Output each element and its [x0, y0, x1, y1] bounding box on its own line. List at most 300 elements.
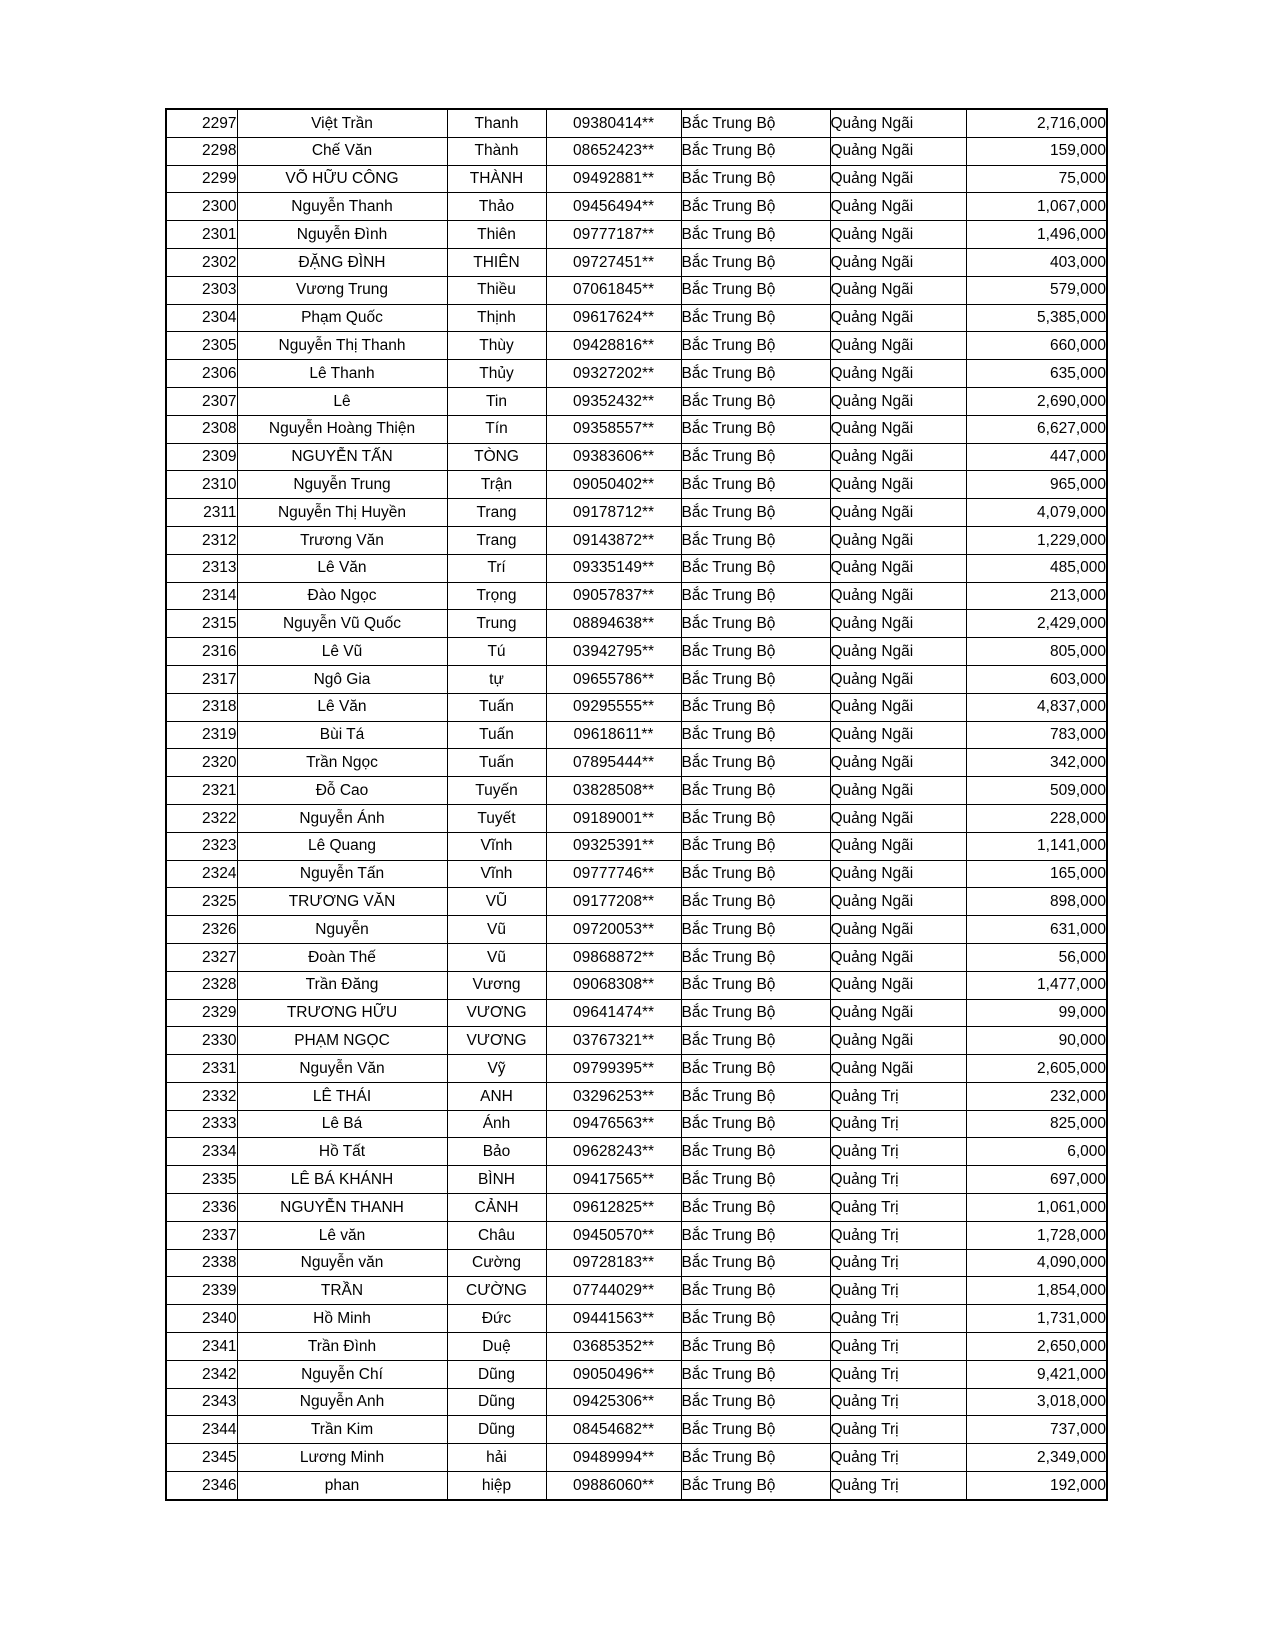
- cell-region: Bắc Trung Bộ: [681, 777, 830, 805]
- cell-province: Quảng Ngãi: [830, 193, 966, 221]
- cell-surname: Lê Bá: [237, 1110, 447, 1138]
- table-row: [166, 304, 1107, 332]
- cell-province: Quảng Ngãi: [830, 471, 966, 499]
- cell-index: 2312: [166, 526, 237, 554]
- table-row: [166, 526, 1107, 554]
- table-row: [166, 554, 1107, 582]
- cell-amount: 213,000: [966, 582, 1107, 610]
- cell-index: 2300: [166, 193, 237, 221]
- cell-region: Bắc Trung Bộ: [681, 971, 830, 999]
- cell-phone: 09641474**: [546, 999, 681, 1027]
- cell-surname: Hồ Minh: [237, 1305, 447, 1333]
- cell-amount: 6,627,000: [966, 415, 1107, 443]
- table-row: [166, 1277, 1107, 1305]
- cell-given-name: Tuyến: [447, 777, 546, 805]
- table-row: [166, 1249, 1107, 1277]
- cell-province: Quảng Ngãi: [830, 971, 966, 999]
- cell-region: Bắc Trung Bộ: [681, 1277, 830, 1305]
- cell-surname: Trần Đình: [237, 1333, 447, 1361]
- cell-province: Quảng Ngãi: [830, 943, 966, 971]
- cell-amount: 737,000: [966, 1416, 1107, 1444]
- cell-amount: 509,000: [966, 777, 1107, 805]
- table-row: [166, 443, 1107, 471]
- cell-surname: Lê Văn: [237, 693, 447, 721]
- cell-region: Bắc Trung Bộ: [681, 415, 830, 443]
- cell-amount: 342,000: [966, 749, 1107, 777]
- cell-surname: Vương Trung: [237, 276, 447, 304]
- cell-surname: VÕ HỮU CÔNG: [237, 165, 447, 193]
- cell-phone: 09057837**: [546, 582, 681, 610]
- cell-index: 2331: [166, 1055, 237, 1083]
- cell-surname: Nguyễn Anh: [237, 1388, 447, 1416]
- table-row: [166, 749, 1107, 777]
- cell-region: Bắc Trung Bộ: [681, 360, 830, 388]
- cell-province: Quảng Trị: [830, 1444, 966, 1472]
- cell-phone: 09143872**: [546, 526, 681, 554]
- cell-region: Bắc Trung Bộ: [681, 860, 830, 888]
- cell-index: 2341: [166, 1333, 237, 1361]
- cell-surname: Trần Kim: [237, 1416, 447, 1444]
- cell-region: Bắc Trung Bộ: [681, 1249, 830, 1277]
- cell-region: Bắc Trung Bộ: [681, 610, 830, 638]
- cell-surname: Nguyễn Vũ Quốc: [237, 610, 447, 638]
- cell-province: Quảng Ngãi: [830, 610, 966, 638]
- cell-province: Quảng Trị: [830, 1472, 966, 1500]
- cell-province: Quảng Ngãi: [830, 916, 966, 944]
- cell-phone: 03942795**: [546, 638, 681, 666]
- cell-phone: 09380414**: [546, 109, 681, 137]
- cell-province: Quảng Trị: [830, 1082, 966, 1110]
- cell-surname: ĐẶNG ĐÌNH: [237, 248, 447, 276]
- cell-region: Bắc Trung Bộ: [681, 638, 830, 666]
- cell-index: 2329: [166, 999, 237, 1027]
- cell-amount: 56,000: [966, 943, 1107, 971]
- cell-index: 2306: [166, 360, 237, 388]
- recipients-table: [165, 108, 1108, 1501]
- cell-amount: 447,000: [966, 443, 1107, 471]
- table-row: [166, 248, 1107, 276]
- cell-surname: Lê: [237, 387, 447, 415]
- table-row: [166, 1416, 1107, 1444]
- cell-index: 2315: [166, 610, 237, 638]
- cell-region: Bắc Trung Bộ: [681, 916, 830, 944]
- cell-phone: 09886060**: [546, 1472, 681, 1500]
- cell-province: Quảng Ngãi: [830, 888, 966, 916]
- cell-given-name: hiệp: [447, 1472, 546, 1500]
- cell-given-name: Dũng: [447, 1360, 546, 1388]
- cell-region: Bắc Trung Bộ: [681, 832, 830, 860]
- cell-given-name: Tuấn: [447, 749, 546, 777]
- cell-phone: 09050496**: [546, 1360, 681, 1388]
- cell-surname: TRƯƠNG VĂN: [237, 888, 447, 916]
- table-row: [166, 1444, 1107, 1472]
- cell-amount: 1,229,000: [966, 526, 1107, 554]
- cell-surname: Trần Ngọc: [237, 749, 447, 777]
- table-row: [166, 1138, 1107, 1166]
- cell-phone: 09618611**: [546, 721, 681, 749]
- cell-region: Bắc Trung Bộ: [681, 721, 830, 749]
- cell-phone: 07895444**: [546, 749, 681, 777]
- cell-region: Bắc Trung Bộ: [681, 888, 830, 916]
- cell-amount: 579,000: [966, 276, 1107, 304]
- cell-given-name: Thịnh: [447, 304, 546, 332]
- cell-phone: 09050402**: [546, 471, 681, 499]
- cell-index: 2298: [166, 137, 237, 165]
- cell-given-name: Thùy: [447, 332, 546, 360]
- cell-surname: Trương Văn: [237, 526, 447, 554]
- cell-index: 2343: [166, 1388, 237, 1416]
- cell-region: Bắc Trung Bộ: [681, 1472, 830, 1500]
- cell-province: Quảng Ngãi: [830, 1027, 966, 1055]
- cell-region: Bắc Trung Bộ: [681, 665, 830, 693]
- cell-amount: 228,000: [966, 804, 1107, 832]
- cell-phone: 09352432**: [546, 387, 681, 415]
- table-row: [166, 1194, 1107, 1222]
- cell-region: Bắc Trung Bộ: [681, 1194, 830, 1222]
- cell-amount: 9,421,000: [966, 1360, 1107, 1388]
- cell-amount: 2,716,000: [966, 109, 1107, 137]
- table-row: [166, 832, 1107, 860]
- cell-index: 2320: [166, 749, 237, 777]
- table-row: [166, 332, 1107, 360]
- cell-region: Bắc Trung Bộ: [681, 137, 830, 165]
- table-row: [166, 999, 1107, 1027]
- cell-given-name: Thiều: [447, 276, 546, 304]
- cell-given-name: THÀNH: [447, 165, 546, 193]
- cell-given-name: Vĩnh: [447, 860, 546, 888]
- table-row: [166, 360, 1107, 388]
- cell-province: Quảng Trị: [830, 1110, 966, 1138]
- cell-index: 2308: [166, 415, 237, 443]
- cell-surname: LÊ BÁ KHÁNH: [237, 1166, 447, 1194]
- cell-surname: Nguyễn Văn: [237, 1055, 447, 1083]
- cell-region: Bắc Trung Bộ: [681, 165, 830, 193]
- cell-province: Quảng Ngãi: [830, 749, 966, 777]
- cell-amount: 2,429,000: [966, 610, 1107, 638]
- table-row: [166, 1472, 1107, 1500]
- table-row: [166, 471, 1107, 499]
- cell-phone: 09728183**: [546, 1249, 681, 1277]
- cell-amount: 1,731,000: [966, 1305, 1107, 1333]
- cell-given-name: Tú: [447, 638, 546, 666]
- cell-index: 2323: [166, 832, 237, 860]
- cell-given-name: Thủy: [447, 360, 546, 388]
- cell-index: 2337: [166, 1221, 237, 1249]
- cell-phone: 03767321**: [546, 1027, 681, 1055]
- table-row: [166, 1360, 1107, 1388]
- cell-given-name: Đức: [447, 1305, 546, 1333]
- cell-amount: 2,690,000: [966, 387, 1107, 415]
- cell-surname: Nguyễn văn: [237, 1249, 447, 1277]
- cell-given-name: Duệ: [447, 1333, 546, 1361]
- cell-surname: TRẦN: [237, 1277, 447, 1305]
- table-row: [166, 1221, 1107, 1249]
- cell-region: Bắc Trung Bộ: [681, 693, 830, 721]
- cell-phone: 09777187**: [546, 221, 681, 249]
- cell-index: 2346: [166, 1472, 237, 1500]
- table-row: [166, 916, 1107, 944]
- cell-given-name: BÌNH: [447, 1166, 546, 1194]
- cell-index: 2305: [166, 332, 237, 360]
- cell-region: Bắc Trung Bộ: [681, 387, 830, 415]
- cell-phone: 09189001**: [546, 804, 681, 832]
- cell-region: Bắc Trung Bộ: [681, 1027, 830, 1055]
- cell-region: Bắc Trung Bộ: [681, 1444, 830, 1472]
- cell-phone: 09383606**: [546, 443, 681, 471]
- cell-index: 2339: [166, 1277, 237, 1305]
- cell-province: Quảng Trị: [830, 1138, 966, 1166]
- table-row: [166, 221, 1107, 249]
- cell-region: Bắc Trung Bộ: [681, 1360, 830, 1388]
- cell-given-name: Thành: [447, 137, 546, 165]
- cell-province: Quảng Ngãi: [830, 554, 966, 582]
- cell-surname: Lê Thanh: [237, 360, 447, 388]
- cell-phone: 09628243**: [546, 1138, 681, 1166]
- cell-phone: 09655786**: [546, 665, 681, 693]
- cell-amount: 1,067,000: [966, 193, 1107, 221]
- cell-region: Bắc Trung Bộ: [681, 804, 830, 832]
- cell-province: Quảng Trị: [830, 1249, 966, 1277]
- table-row: [166, 1333, 1107, 1361]
- table-row: [166, 1055, 1107, 1083]
- cell-surname: Nguyễn: [237, 916, 447, 944]
- cell-province: Quảng Ngãi: [830, 582, 966, 610]
- cell-index: 2313: [166, 554, 237, 582]
- cell-region: Bắc Trung Bộ: [681, 193, 830, 221]
- cell-index: 2345: [166, 1444, 237, 1472]
- cell-index: 2297: [166, 109, 237, 137]
- cell-amount: 165,000: [966, 860, 1107, 888]
- cell-phone: 08894638**: [546, 610, 681, 638]
- cell-given-name: Thiên: [447, 221, 546, 249]
- cell-province: Quảng Ngãi: [830, 499, 966, 527]
- cell-amount: 4,090,000: [966, 1249, 1107, 1277]
- table-row: [166, 582, 1107, 610]
- cell-surname: Lương Minh: [237, 1444, 447, 1472]
- cell-surname: Nguyễn Thanh: [237, 193, 447, 221]
- cell-amount: 965,000: [966, 471, 1107, 499]
- cell-amount: 1,496,000: [966, 221, 1107, 249]
- cell-amount: 6,000: [966, 1138, 1107, 1166]
- cell-province: Quảng Ngãi: [830, 360, 966, 388]
- cell-surname: Đoàn Thế: [237, 943, 447, 971]
- cell-phone: 03828508**: [546, 777, 681, 805]
- cell-province: Quảng Ngãi: [830, 332, 966, 360]
- table-row: [166, 499, 1107, 527]
- cell-given-name: Vỹ: [447, 1055, 546, 1083]
- cell-given-name: Tin: [447, 387, 546, 415]
- cell-given-name: Cường: [447, 1249, 546, 1277]
- cell-province: Quảng Ngãi: [830, 443, 966, 471]
- cell-amount: 1,477,000: [966, 971, 1107, 999]
- cell-phone: 09068308**: [546, 971, 681, 999]
- table-row: [166, 415, 1107, 443]
- cell-surname: Hồ Tất: [237, 1138, 447, 1166]
- cell-index: 2309: [166, 443, 237, 471]
- cell-amount: 192,000: [966, 1472, 1107, 1500]
- table-row: [166, 1110, 1107, 1138]
- cell-index: 2334: [166, 1138, 237, 1166]
- cell-province: Quảng Ngãi: [830, 387, 966, 415]
- cell-province: Quảng Ngãi: [830, 804, 966, 832]
- cell-index: 2301: [166, 221, 237, 249]
- cell-amount: 5,385,000: [966, 304, 1107, 332]
- cell-amount: 805,000: [966, 638, 1107, 666]
- cell-phone: 09476563**: [546, 1110, 681, 1138]
- cell-surname: Nguyễn Ánh: [237, 804, 447, 832]
- cell-amount: 3,018,000: [966, 1388, 1107, 1416]
- table-row: [166, 165, 1107, 193]
- cell-index: 2318: [166, 693, 237, 721]
- table-row: [166, 193, 1107, 221]
- cell-given-name: tự: [447, 665, 546, 693]
- cell-index: 2322: [166, 804, 237, 832]
- cell-phone: 09720053**: [546, 916, 681, 944]
- cell-phone: 07744029**: [546, 1277, 681, 1305]
- cell-amount: 4,837,000: [966, 693, 1107, 721]
- cell-given-name: THIÊN: [447, 248, 546, 276]
- cell-region: Bắc Trung Bộ: [681, 1305, 830, 1333]
- cell-region: Bắc Trung Bộ: [681, 1055, 830, 1083]
- cell-phone: 09617624**: [546, 304, 681, 332]
- cell-surname: Việt Trần: [237, 109, 447, 137]
- cell-region: Bắc Trung Bộ: [681, 1110, 830, 1138]
- cell-province: Quảng Ngãi: [830, 109, 966, 137]
- cell-surname: Nguyễn Trung: [237, 471, 447, 499]
- cell-province: Quảng Ngãi: [830, 665, 966, 693]
- cell-region: Bắc Trung Bộ: [681, 499, 830, 527]
- cell-province: Quảng Ngãi: [830, 165, 966, 193]
- cell-phone: 09417565**: [546, 1166, 681, 1194]
- cell-amount: 603,000: [966, 665, 1107, 693]
- cell-phone: 09327202**: [546, 360, 681, 388]
- cell-phone: 09177208**: [546, 888, 681, 916]
- cell-region: Bắc Trung Bộ: [681, 304, 830, 332]
- cell-province: Quảng Ngãi: [830, 860, 966, 888]
- cell-province: Quảng Ngãi: [830, 221, 966, 249]
- cell-index: 2304: [166, 304, 237, 332]
- cell-surname: Lê Văn: [237, 554, 447, 582]
- cell-surname: NGUYỄN THANH: [237, 1194, 447, 1222]
- cell-phone: 09358557**: [546, 415, 681, 443]
- table-row: [166, 693, 1107, 721]
- cell-given-name: CẢNH: [447, 1194, 546, 1222]
- cell-province: Quảng Ngãi: [830, 777, 966, 805]
- cell-surname: TRƯƠNG HỮU: [237, 999, 447, 1027]
- cell-index: 2321: [166, 777, 237, 805]
- table-row: [166, 888, 1107, 916]
- cell-region: Bắc Trung Bộ: [681, 582, 830, 610]
- cell-surname: Nguyễn Đình: [237, 221, 447, 249]
- cell-given-name: Vũ: [447, 916, 546, 944]
- cell-region: Bắc Trung Bộ: [681, 109, 830, 137]
- cell-phone: 09799395**: [546, 1055, 681, 1083]
- cell-phone: 09868872**: [546, 943, 681, 971]
- cell-given-name: Tuấn: [447, 721, 546, 749]
- cell-region: Bắc Trung Bộ: [681, 1333, 830, 1361]
- cell-index: 2335: [166, 1166, 237, 1194]
- cell-index: 2314: [166, 582, 237, 610]
- cell-region: Bắc Trung Bộ: [681, 1221, 830, 1249]
- cell-given-name: Dũng: [447, 1388, 546, 1416]
- cell-index: 2324: [166, 860, 237, 888]
- cell-province: Quảng Trị: [830, 1333, 966, 1361]
- cell-province: Quảng Trị: [830, 1166, 966, 1194]
- cell-province: Quảng Trị: [830, 1194, 966, 1222]
- cell-amount: 2,650,000: [966, 1333, 1107, 1361]
- cell-given-name: Bảo: [447, 1138, 546, 1166]
- cell-index: 2340: [166, 1305, 237, 1333]
- cell-phone: 09295555**: [546, 693, 681, 721]
- cell-region: Bắc Trung Bộ: [681, 1166, 830, 1194]
- cell-phone: 09335149**: [546, 554, 681, 582]
- cell-phone: 08652423**: [546, 137, 681, 165]
- cell-index: 2326: [166, 916, 237, 944]
- cell-surname: Nguyễn Thị Huyền: [237, 499, 447, 527]
- cell-surname: Lê văn: [237, 1221, 447, 1249]
- cell-given-name: Trọng: [447, 582, 546, 610]
- cell-index: 2319: [166, 721, 237, 749]
- cell-given-name: Vĩnh: [447, 832, 546, 860]
- cell-province: Quảng Trị: [830, 1416, 966, 1444]
- cell-given-name: Trí: [447, 554, 546, 582]
- cell-province: Quảng Trị: [830, 1221, 966, 1249]
- cell-region: Bắc Trung Bộ: [681, 443, 830, 471]
- cell-given-name: Tuyết: [447, 804, 546, 832]
- cell-amount: 159,000: [966, 137, 1107, 165]
- cell-given-name: VƯƠNG: [447, 1027, 546, 1055]
- cell-given-name: Thảo: [447, 193, 546, 221]
- cell-amount: 1,061,000: [966, 1194, 1107, 1222]
- cell-index: 2299: [166, 165, 237, 193]
- cell-region: Bắc Trung Bộ: [681, 1082, 830, 1110]
- cell-given-name: Tín: [447, 415, 546, 443]
- cell-given-name: hải: [447, 1444, 546, 1472]
- cell-amount: 660,000: [966, 332, 1107, 360]
- cell-phone: 03296253**: [546, 1082, 681, 1110]
- cell-given-name: ANH: [447, 1082, 546, 1110]
- table-row: [166, 1082, 1107, 1110]
- cell-given-name: VƯƠNG: [447, 999, 546, 1027]
- cell-region: Bắc Trung Bộ: [681, 276, 830, 304]
- cell-surname: Lê Vũ: [237, 638, 447, 666]
- cell-province: Quảng Ngãi: [830, 693, 966, 721]
- cell-phone: 09612825**: [546, 1194, 681, 1222]
- cell-index: 2328: [166, 971, 237, 999]
- cell-index: 2342: [166, 1360, 237, 1388]
- cell-amount: 1,141,000: [966, 832, 1107, 860]
- cell-surname: Phạm Quốc: [237, 304, 447, 332]
- cell-given-name: Tuấn: [447, 693, 546, 721]
- cell-index: 2344: [166, 1416, 237, 1444]
- table-row: [166, 610, 1107, 638]
- cell-given-name: VŨ: [447, 888, 546, 916]
- cell-surname: Trần Đăng: [237, 971, 447, 999]
- table-row: [166, 137, 1107, 165]
- table-row: [166, 943, 1107, 971]
- cell-index: 2325: [166, 888, 237, 916]
- cell-phone: 09325391**: [546, 832, 681, 860]
- cell-province: Quảng Ngãi: [830, 832, 966, 860]
- cell-amount: 90,000: [966, 1027, 1107, 1055]
- cell-region: Bắc Trung Bộ: [681, 554, 830, 582]
- cell-province: Quảng Ngãi: [830, 304, 966, 332]
- cell-amount: 635,000: [966, 360, 1107, 388]
- cell-region: Bắc Trung Bộ: [681, 332, 830, 360]
- table-row: [166, 1027, 1107, 1055]
- cell-province: Quảng Ngãi: [830, 276, 966, 304]
- table-row: [166, 971, 1107, 999]
